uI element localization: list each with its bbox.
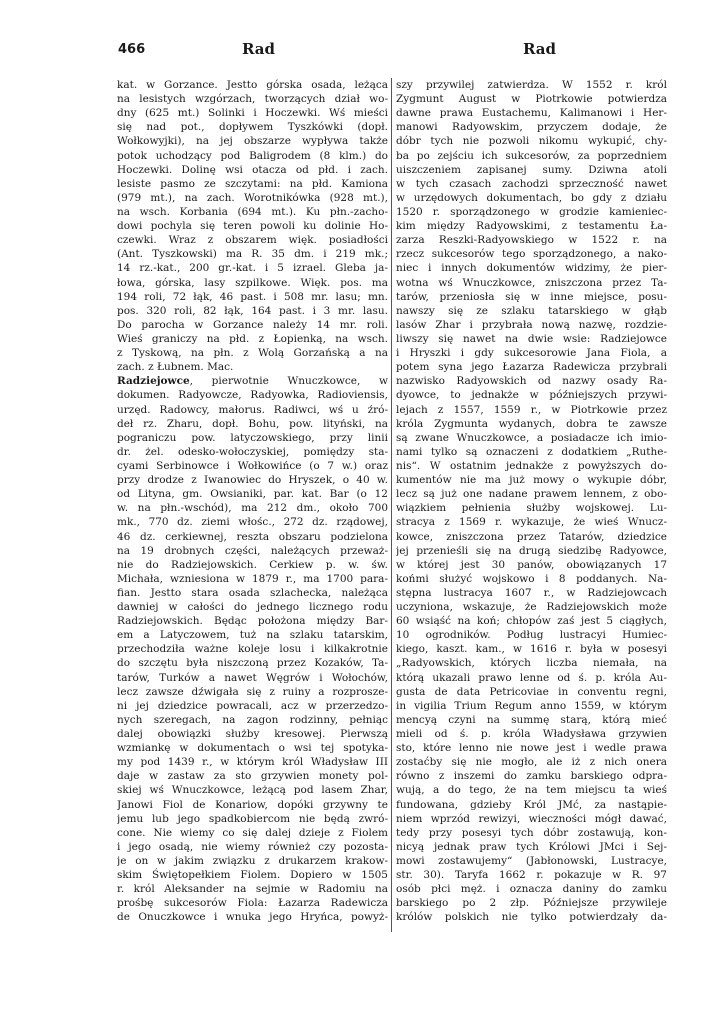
- text-line: osób płci męż. i oznacza daniny do zamku: [396, 883, 667, 896]
- text-line: fian. Jestto stara osada szlachecka, należąca: [117, 586, 388, 599]
- text-line: 10 ogrodników. Podług lustracyi Humiec-: [396, 629, 667, 642]
- text-line: lesiste pasmo ze szczytami: na płd. Kamiona: [117, 177, 388, 190]
- text-line: dowi pochyla się teren powoli ku dolinie Ho-: [117, 220, 388, 233]
- text-line: kowce, zniszczona przez Tatarów, dziedzice: [396, 530, 667, 543]
- text-line: tedy przy posesyi tych dóbr zostawują, kon-: [396, 826, 667, 839]
- text-line: kiego, kaszt. kam., w 1616 r. była w posesyi: [396, 643, 667, 656]
- text-line: wiązkiem pełnienia służby wojskowej. Lu-: [396, 502, 667, 515]
- text-line: na 19 drobnych części, należących przeważ-: [117, 544, 388, 557]
- text-line: dalej obowiązki służby kresowej. Pierwszą: [117, 728, 388, 741]
- text-line: gusta de data Petricoviae in conventu regni,: [396, 685, 667, 698]
- text-line: mieli od ś. p. króla Władysława grzywien: [396, 728, 667, 741]
- text-line: fundowana, gdzieby Król JMć, za nastąpie-: [396, 798, 667, 811]
- entry-heading: Radziejowce: [117, 375, 190, 388]
- text-line: rzecz sukcesorów tego sporządzonego, a nako-: [396, 248, 667, 261]
- text-line: je on w jakim związku z drukarzem krakow-: [117, 855, 388, 868]
- text-line: królów polskich nie tylko potwierdzały da-: [396, 911, 667, 924]
- text-line: lecz są już one nadane prawem lennem, z obo-: [396, 488, 667, 501]
- text-line: nami tylko są oznaczeni z dodatkiem „Ruthe-: [396, 445, 667, 458]
- text-line: jemu lub jego spadkobiercom nie będą zwró-: [117, 812, 388, 825]
- text-line: nazwisko Radyowskich od nazwy osady Ra-: [396, 375, 667, 388]
- text-line: ba po zejściu ich sukcesorów, za poprzedniem: [396, 149, 667, 162]
- text-line: szy przywilej zatwierdza. W 1552 r. król: [396, 79, 667, 91]
- page-number: 466: [118, 42, 146, 57]
- text-line: przechodziła ważne koleje losu i kilkakrotnie: [117, 643, 388, 656]
- text-line: dny (625 mt.) Solinki i Hoczewki. Wś mieści: [117, 107, 388, 120]
- text-line: 14 rz.-kat., 200 gr.-kat. i 5 izrael. Gleba ja-: [117, 262, 388, 275]
- text-line: w urzędowych dokumentach, bo gdy z działu: [396, 191, 667, 204]
- text-line: dawniej w całości do jednego licznego rodu: [117, 601, 388, 614]
- text-line: zarza Reszki-Radyowskiego w 1522 r. na: [396, 234, 667, 247]
- text-line: „Radyowskich, których liczba niemała, na: [396, 657, 667, 670]
- column-divider: [391, 78, 392, 932]
- text-line: dóbr tych nie pozwoli nikomu wykupić, chy-: [396, 135, 667, 148]
- text-line: in vigilia Trium Regum anno 1559, w którym: [396, 699, 667, 712]
- text-line: kim między Radyowskimi, z testamentu Ła-: [396, 220, 667, 233]
- text-line: dr. żel. odesko-wołoczyskiej, pomiędzy sta-: [117, 445, 388, 458]
- text-line: Hoczewki. Dolinę wsi otacza od płd. i zach.: [117, 163, 388, 176]
- text-line: i Hryszki i gdy sukcesorowie Jana Fiola, a: [396, 347, 667, 360]
- text-line: uiszczeniem zapisanej sumy. Dziwna atoli: [396, 163, 667, 176]
- text-line: do szczętu była niszczoną przez Kozaków, Ta-: [117, 657, 388, 670]
- text-line: daje w zastaw za sto grzywien monety pol-: [117, 770, 388, 783]
- text-line: na wsch. Korbania (694 mt.). Ku płn.-zacho-: [117, 205, 388, 218]
- text-line: kat. w Gorzance. Jestto górska osada, leżąca: [117, 79, 388, 91]
- text-line: 194 roli, 72 łąk, 46 past. i 508 mr. lasu; mn.: [117, 290, 388, 303]
- text-line: są zwane Wnuczkowce, a posiadacze ich imio-: [396, 431, 667, 444]
- text-line: przy drodze z Iwanowiec do Hryszek, o 40 w.: [117, 474, 388, 487]
- text-line: mk., 770 dz. ziemi włośc., 272 dz. rządowej,: [117, 516, 388, 529]
- text-line: skim Świętopełkiem Fiolem. Dopiero w 1505: [117, 869, 388, 882]
- text-line: nicyą jednak praw tych Królowi JMci i Sej-: [396, 840, 667, 853]
- text-line: lasów Zhar i przybrała nową nazwę, rozdzie-: [396, 318, 667, 331]
- text-line: skiej wś Wnuczkowce, leżącą pod lasem Zhar,: [117, 784, 388, 797]
- text-line: tarów, Turków a nawet Węgrów i Wołochów,: [117, 671, 388, 684]
- text-line: Radziejowce, pierwotnie Wnuczkowce, w: [117, 375, 388, 388]
- text-line: Do parocha w Gorzance należy 14 mr. roli.: [117, 318, 388, 331]
- text-line: dawne prawa Eustachemu, Kalimanowi i Her-: [396, 107, 667, 120]
- text-line: dyowce, to jednakże w późniejszych przywi-: [396, 389, 667, 402]
- left-running-head: Rad: [242, 40, 276, 58]
- text-line: stracya z 1569 r. wykazuje, że wieś Wnucz-: [396, 516, 667, 529]
- text-line: na lesistych wzgórzach, tworzących dział wo-: [117, 93, 388, 106]
- text-line: barskiego po 2 złp. Późniejsze przywileje: [396, 897, 667, 910]
- text-line: de Onuczkowce i wnuka jego Hryńca, powyż-: [117, 911, 388, 924]
- text-line: 46 dz. cerkiewnej, reszta obszaru podzielona: [117, 530, 388, 543]
- text-line: wują, a do tego, że na tem miejscu ta wieś: [396, 784, 667, 797]
- text-line: od Lityna, gm. Owsianiki, par. kat. Bar (o 12: [117, 488, 388, 501]
- text-line: Wieś graniczy na płd. z Łopienką, na wsch.: [117, 332, 388, 345]
- text-line: króla Zygmunta wydanych, dobra te zawsze: [396, 417, 667, 430]
- text-line: Janowi Fiol de Konariow, dopóki grzywny te: [117, 798, 388, 811]
- text-line: liwszy się nawet na dwie wsie: Radziejowce: [396, 332, 667, 345]
- text-line: stępna lustracya 1607 r., w Radziejowcach: [396, 586, 667, 599]
- text-line: potok uchodzący pod Baligrodem (8 klm.) do: [117, 149, 388, 162]
- text-line: zach. z Łubnem. Mac.: [117, 361, 234, 374]
- text-line: cyami Serbinowce i Wołkowińce (o 7 w.) oraz: [117, 459, 388, 472]
- text-line: końmi służyć wojskowo i 8 poddanych. Na-: [396, 572, 667, 585]
- left-text-column: [117, 78, 388, 925]
- text-line: łowa, górska, lasy szpilkowe. Więk. pos. ma: [117, 276, 388, 289]
- text-line: em a Latyczowem, tuż na szlaku tatarskim,: [117, 629, 388, 642]
- text-line: (Ant. Tyszkowski) ma R. 35 dm. i 219 mk.;: [117, 248, 388, 261]
- text-line: w tych czasach zachodzi sprzeczność nawet: [396, 177, 667, 190]
- text-line: prośbę sukcesorów Fiola: Łazarza Radewicza: [117, 897, 388, 910]
- text-line: Michała, wzniesiona w 1879 r., ma 1700 para-: [117, 572, 388, 585]
- text-line: Zygmunt August w Piotrkowie potwierdza: [396, 93, 667, 106]
- text-line: lecz zawsze dźwigała się z ruiny a rozprosze-: [117, 685, 388, 698]
- text-line: kumentów nie ma już mowy o wykupie dóbr,: [396, 474, 667, 487]
- text-line: (979 mt.), na zach. Worotnikówka (928 mt.),: [117, 191, 388, 204]
- text-line: czewki. Wraz z obszarem więk. posiadłości: [117, 234, 388, 247]
- text-line: i jego osadą, nie wiemy również czy pozosta-: [117, 840, 388, 853]
- text-line: sto, które lenno nie nowe jest i wedle prawa: [396, 742, 667, 755]
- text-line: wotna wś Wnuczkowce, zniszczona przez Ta-: [396, 276, 667, 289]
- text-line: Radziejowskich. Będąc położona między Bar-: [117, 615, 388, 628]
- text-line: nych szeregach, na zagon rodzinny, pełniąc: [117, 713, 388, 726]
- text-line: z Tyskową, na płn. z Wolą Gorzańską a na: [117, 347, 388, 360]
- text-line: 1520 r. sporządzonego w grodzie kamieniec-: [396, 205, 667, 218]
- right-running-head: Rad: [523, 40, 557, 58]
- text-line: dokumen. Radyowcze, Radyowka, Radioviensis,: [117, 389, 388, 402]
- text-line: my pod 1439 r., w którym król Władysław III: [117, 756, 388, 769]
- text-line: niec i innych dokumentów widzimy, że pier-: [396, 262, 667, 275]
- text-line: nie do Radziejowskich. Cerkiew p. w. św.: [117, 558, 388, 571]
- text-line: tarów, przeniosła się w inne miejsce, posu-: [396, 290, 667, 303]
- text-line: nawszy się ze szlaku tatarskiego w głąb: [396, 304, 667, 317]
- text-line: mowi zostawujemy“ (Jabłonowski, Lustracye,: [396, 855, 667, 868]
- text-line: nis“. W ostatnim jednakże z powyższych do-: [396, 459, 667, 472]
- text-line: zostaćby się nie mogło, ale iż z nich onera: [396, 756, 667, 769]
- right-text-column: [396, 78, 667, 925]
- text-line: w której jest 30 panów, obowiązanych 17: [396, 558, 667, 571]
- text-line: ni jej dziedzice powracali, acz w przerzedzo-: [117, 699, 388, 712]
- text-line: wzmiankę w dokumentach o wsi tej spotyka-: [117, 742, 388, 755]
- text-line: Wołkowyjki), na jej obszarze wypływa także: [117, 135, 388, 148]
- text-line: niem wprzód rewizyi, wieczności mógł dawać,: [396, 812, 667, 825]
- text-line: 60 wsiąść na koń; chłopów zaś jest 5 ciągłych,: [396, 615, 667, 628]
- text-line: mencyą czyni na summę starą, którą mieć: [396, 713, 667, 726]
- text-line: jej przenieśli się na drugą siedzibę Radyowce,: [396, 544, 667, 557]
- text-line: się nad pot., dopływem Tyszkówki (dopł.: [117, 121, 388, 134]
- text-line: równo z inszemi do zamku barskiego odpra-: [396, 770, 667, 783]
- text-line: pos. 320 roli, 82 łąk, 164 past. i 3 mr. lasu.: [117, 304, 388, 317]
- page-header: [0, 38, 720, 62]
- text-line: manowi Radyowskim, przyczem dodaje, że: [396, 121, 667, 134]
- text-line: r. król Aleksander na sejmie w Radomiu na: [117, 883, 388, 896]
- text-line: cone. Nie wiemy co się dalej dzieje z Fiolem: [117, 826, 388, 839]
- text-line: w. na płn.-wschód), ma 212 dm., około 700: [117, 502, 388, 515]
- text-line: deł rz. Zharu, dopł. Bohu, pow. lityński, na: [117, 417, 388, 430]
- text-line: pograniczu pow. latyczowskiego, przy linii: [117, 431, 388, 444]
- text-line: uczyniona, wskazuje, że Radziejowskich może: [396, 601, 667, 614]
- text-line: którą ukazali prawo lenne od ś. p. króla Au-: [396, 671, 667, 684]
- text-line: urzęd. Radowcy, małorus. Radiwci, wś u źró-: [117, 403, 388, 416]
- text-line: str. 30). Taryfa 1662 r. pokazuje w R. 97: [396, 869, 667, 882]
- text-line: lejach z 1557, 1559 r., w Piotrkowie przez: [396, 403, 667, 416]
- text-line: potem syna jego Łazarza Radewicza przybrali: [396, 361, 667, 374]
